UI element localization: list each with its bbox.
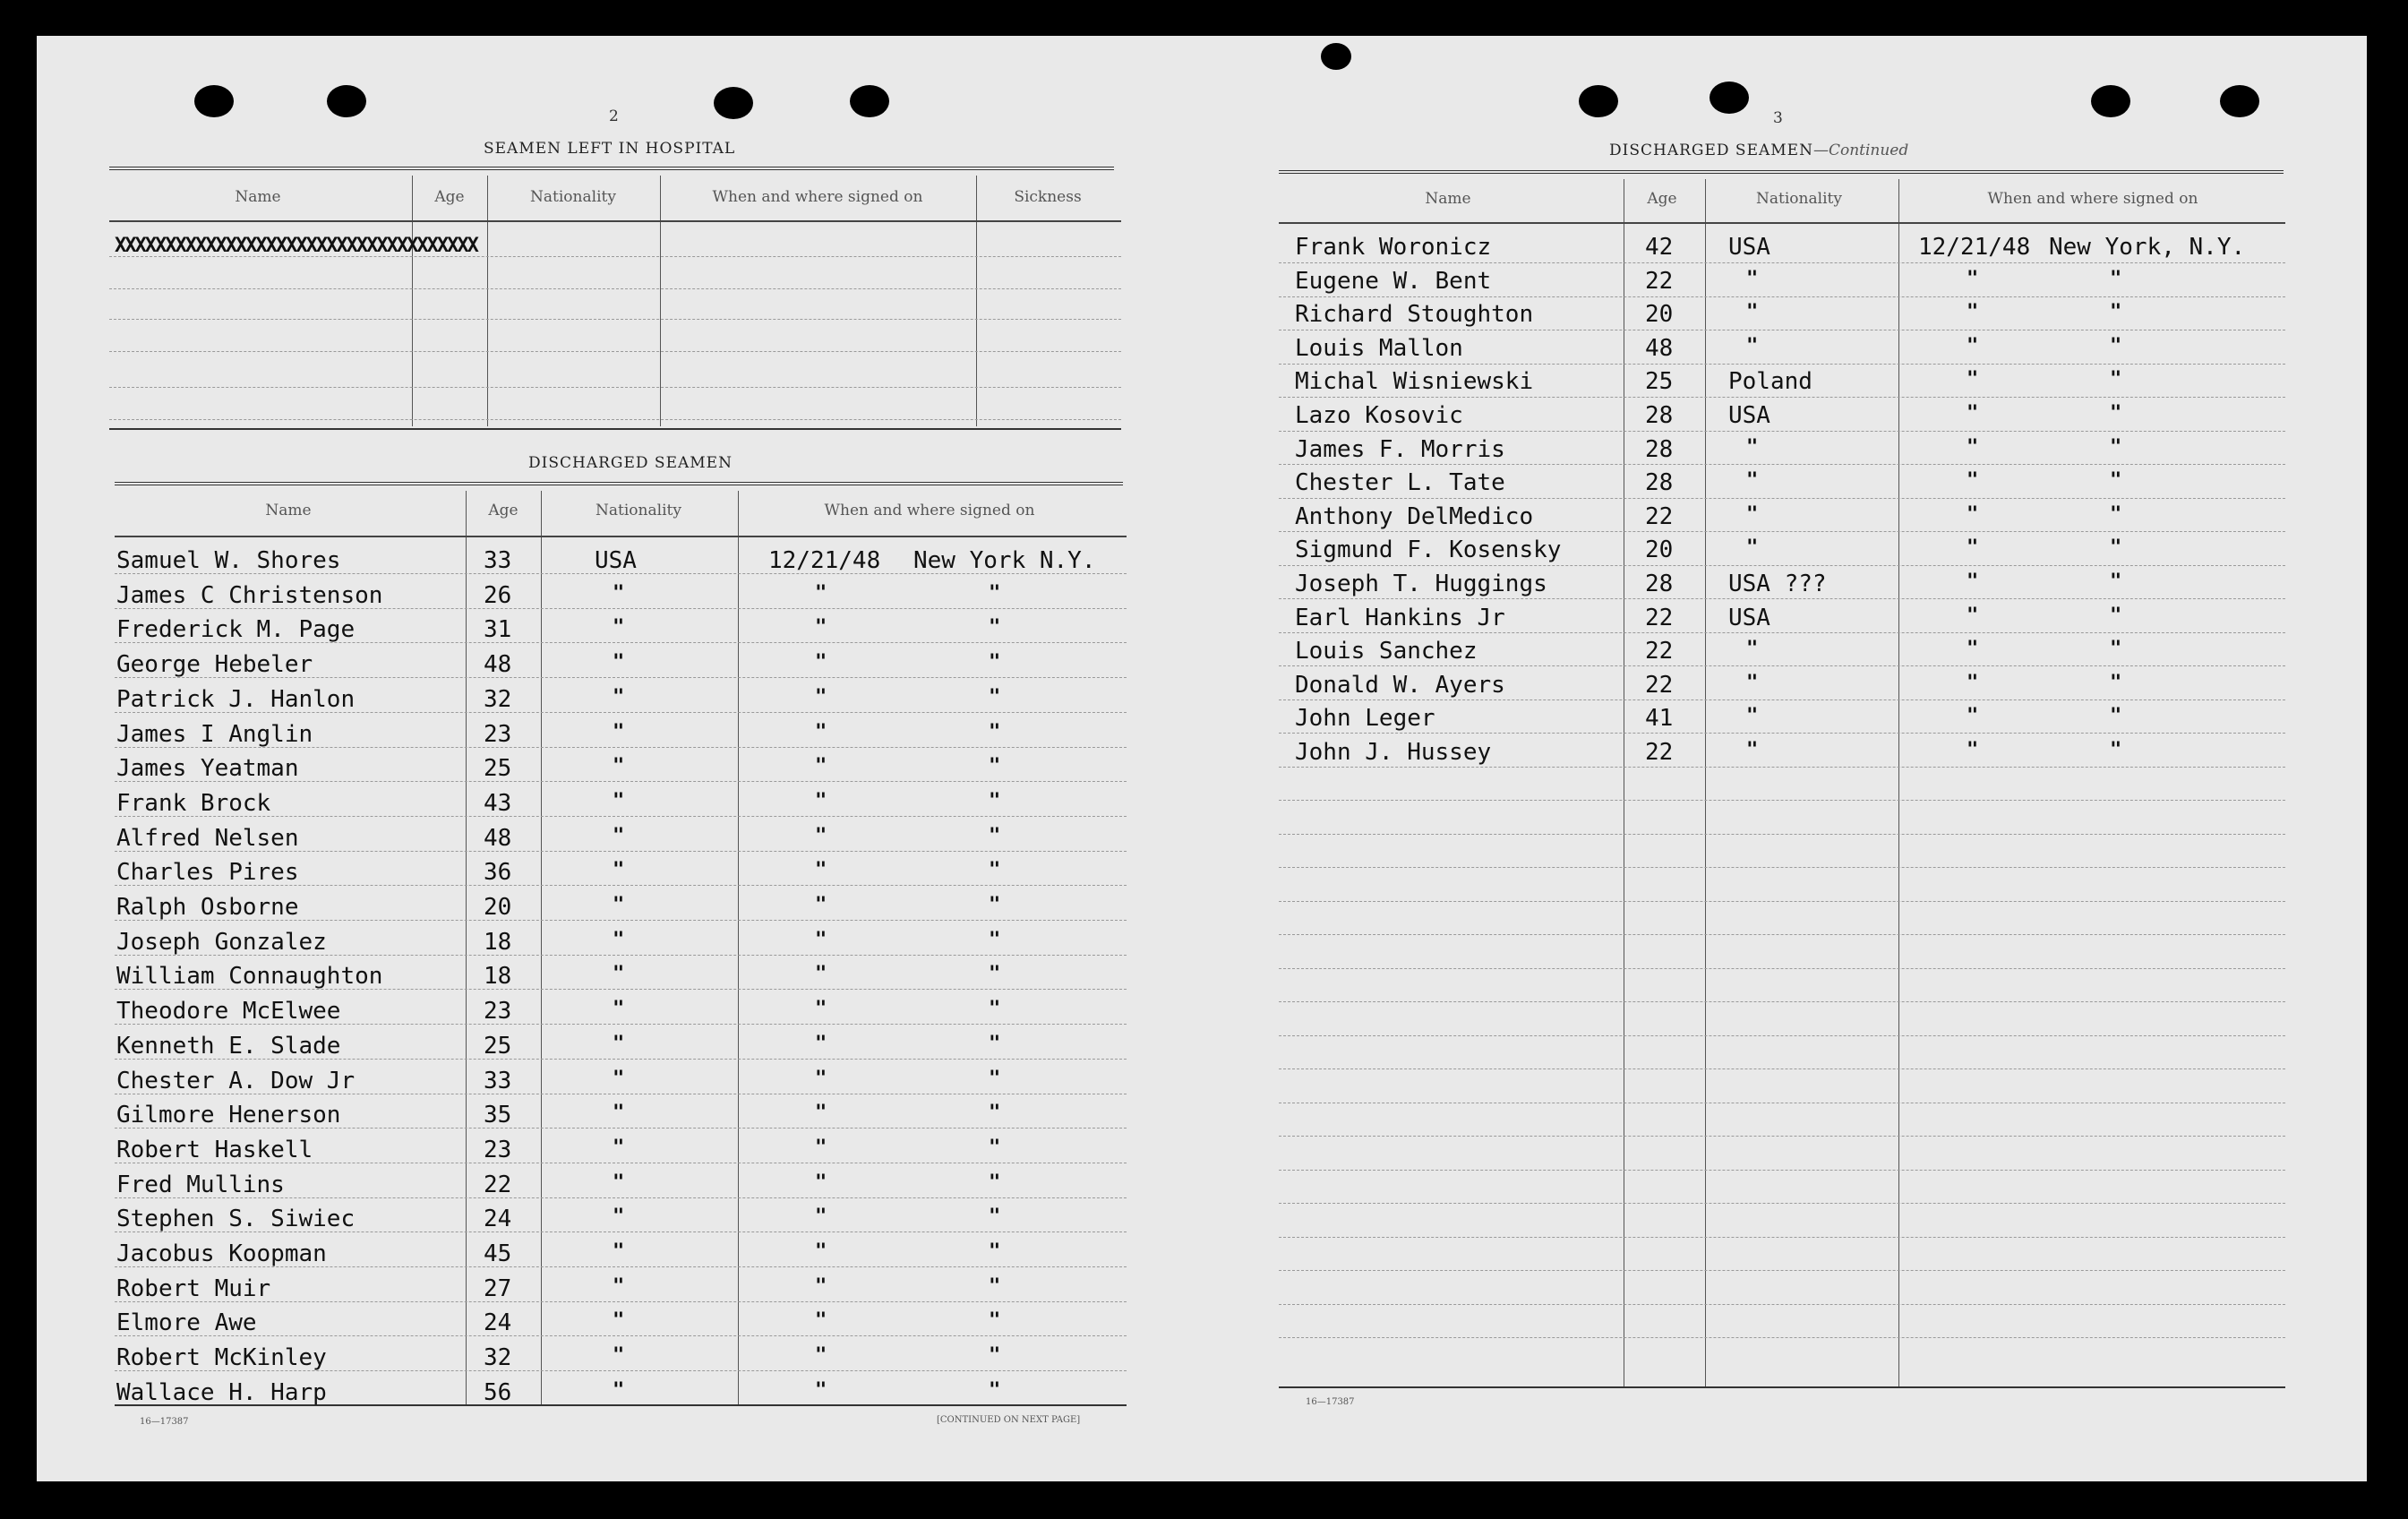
seaman-age: 27 <box>484 1274 512 1302</box>
seaman-name: Alfred Nelsen <box>116 824 299 852</box>
signed-on-date: " <box>1967 671 1979 694</box>
signed-on-date: " <box>1967 739 1979 761</box>
row-line <box>1279 733 2285 734</box>
seaman-age: 20 <box>1645 536 1674 564</box>
rule <box>1279 170 2284 174</box>
seaman-age: 22 <box>1645 739 1674 766</box>
signed-on-place: " <box>2110 368 2122 391</box>
signed-on-place: " <box>989 1032 1001 1055</box>
signed-on-place: " <box>989 685 1001 708</box>
seaman-nationality: " <box>613 789 625 812</box>
row-line <box>1279 598 2285 599</box>
seaman-name: William Connaughton <box>116 963 383 991</box>
seaman-nationality: " <box>613 894 625 916</box>
signed-on-place: " <box>2110 435 2122 459</box>
signed-on-date: " <box>815 998 827 1021</box>
seaman-age: 22 <box>1645 502 1674 530</box>
seaman-nationality: " <box>613 685 625 708</box>
seaman-nationality: " <box>613 1309 625 1333</box>
signed-on-date: " <box>815 824 827 847</box>
signed-on-date: " <box>815 720 827 743</box>
column-header: Name <box>265 502 312 519</box>
seaman-age: 33 <box>484 547 512 574</box>
row-line <box>1279 464 2285 465</box>
signed-on-date: " <box>815 928 827 951</box>
seaman-nationality: USA <box>1728 234 1770 261</box>
column-divider <box>660 176 661 426</box>
signed-on-date: " <box>1967 267 1979 290</box>
row-line <box>1279 665 2285 666</box>
seaman-name: Louis Mallon <box>1295 334 1463 362</box>
signed-on-date: " <box>815 1136 827 1159</box>
seaman-nationality: USA <box>1728 604 1770 631</box>
signed-on-place: " <box>989 963 1001 986</box>
signed-on-date: " <box>1967 402 1979 425</box>
column-divider <box>738 491 739 1404</box>
signed-on-place: " <box>2110 536 2122 560</box>
punch-hole <box>1710 82 1749 114</box>
seaman-nationality: " <box>613 1274 625 1298</box>
row-line <box>1279 1035 2285 1036</box>
punch-hole <box>2091 85 2130 117</box>
seaman-age: 41 <box>1645 705 1674 733</box>
seaman-nationality: " <box>613 616 625 639</box>
seaman-name: Robert McKinley <box>116 1344 327 1372</box>
signed-on-date: " <box>815 1378 827 1402</box>
seaman-name: Jacobus Koopman <box>116 1240 327 1267</box>
signed-on-place: " <box>2110 604 2122 627</box>
form-number: 16—17387 <box>1306 1397 1355 1407</box>
row-line <box>1279 800 2285 801</box>
seaman-age: 56 <box>484 1378 512 1406</box>
seaman-age: 31 <box>484 616 512 644</box>
signed-on-date: " <box>1967 334 1979 357</box>
punch-hole <box>327 85 366 117</box>
column-header: When and where signed on <box>824 502 1035 519</box>
header-underline <box>109 220 1121 222</box>
signed-on-place: " <box>989 1136 1001 1159</box>
row-line <box>1279 1001 2285 1002</box>
seaman-age: 23 <box>484 720 512 748</box>
column-divider <box>412 176 413 426</box>
form-number: 16—17387 <box>140 1417 189 1427</box>
signed-on-place: " <box>989 1309 1001 1333</box>
seaman-name: George Hebeler <box>116 651 313 679</box>
signed-on-place: " <box>2110 334 2122 357</box>
signed-on-date: " <box>815 1309 827 1333</box>
seaman-age: 48 <box>484 824 512 852</box>
signed-on-date: " <box>1967 435 1979 459</box>
seaman-name: John Leger <box>1295 705 1435 733</box>
signed-on-place: " <box>989 1067 1001 1090</box>
signed-on-place: " <box>989 1240 1001 1263</box>
signed-on-date: " <box>1967 502 1979 526</box>
row-line <box>1279 1270 2285 1271</box>
row-line <box>1279 632 2285 633</box>
row-line <box>1279 1237 2285 1238</box>
signed-on-date: 12/21/48 <box>768 547 881 574</box>
column-divider <box>487 176 488 426</box>
seaman-nationality: " <box>613 1067 625 1090</box>
row-line <box>1279 364 2285 365</box>
seaman-name: Donald W. Ayers <box>1295 671 1505 699</box>
seaman-age: 48 <box>1645 334 1674 362</box>
seaman-nationality: " <box>613 998 625 1021</box>
seaman-name: Gilmore Henerson <box>116 1102 341 1129</box>
seaman-age: 22 <box>1645 638 1674 665</box>
seaman-name: James Yeatman <box>116 755 299 783</box>
seaman-age: 28 <box>1645 402 1674 429</box>
row-line <box>115 1335 1127 1336</box>
seaman-name: Chester L. Tate <box>1295 469 1505 497</box>
row-line <box>109 319 1121 320</box>
signed-on-place: " <box>989 894 1001 916</box>
seaman-age: 23 <box>484 998 512 1026</box>
header-underline <box>115 536 1127 537</box>
seaman-nationality: " <box>613 859 625 882</box>
row-line <box>1279 1203 2285 1204</box>
seaman-name: Robert Muir <box>116 1274 271 1302</box>
seaman-age: 24 <box>484 1206 512 1233</box>
column-header: Name <box>1425 190 1471 208</box>
page-number: 3 <box>1773 109 1783 127</box>
row-line <box>1279 397 2285 398</box>
signed-on-place: " <box>989 616 1001 639</box>
column-header: Nationality <box>1756 190 1842 208</box>
signed-on-date: " <box>1967 705 1979 728</box>
signed-on-date: " <box>815 616 827 639</box>
seaman-nationality: " <box>613 824 625 847</box>
row-line <box>1279 1170 2285 1171</box>
seaman-nationality: Poland <box>1728 368 1812 396</box>
punch-hole <box>714 87 753 119</box>
signed-on-date: " <box>815 1171 827 1194</box>
signed-on-date: " <box>815 963 827 986</box>
column-header: Age <box>434 188 465 206</box>
signed-on-date: " <box>1967 469 1979 493</box>
row-line <box>109 387 1121 388</box>
seaman-name: Louis Sanchez <box>1295 638 1478 665</box>
signed-on-place: " <box>2110 502 2122 526</box>
signed-on-place: " <box>2110 705 2122 728</box>
signed-on-date: " <box>815 1344 827 1368</box>
seaman-nationality: " <box>613 755 625 778</box>
signed-on-date: " <box>815 1102 827 1125</box>
seaman-nationality: " <box>613 928 625 951</box>
seaman-name: Charles Pires <box>116 859 299 887</box>
signed-on-place: " <box>989 1274 1001 1298</box>
signed-on-place: " <box>2110 571 2122 593</box>
seaman-age: 32 <box>484 685 512 713</box>
seaman-age: 28 <box>1645 571 1674 597</box>
seaman-name: James F. Morris <box>1295 435 1505 463</box>
seaman-nationality: " <box>613 1136 625 1159</box>
signed-on-place: " <box>2110 671 2122 694</box>
punch-hole <box>1579 85 1618 117</box>
seaman-nationality: " <box>1746 638 1759 661</box>
signed-on-date: " <box>815 1206 827 1229</box>
seaman-age: 36 <box>484 859 512 887</box>
seaman-nationality: USA ??? <box>1728 571 1827 597</box>
seaman-nationality: " <box>613 1171 625 1194</box>
seaman-nationality: " <box>1746 301 1759 324</box>
seaman-age: 20 <box>484 894 512 921</box>
signed-on-date: " <box>815 1067 827 1090</box>
discharged-continued-title <box>1609 142 1908 159</box>
seaman-name: Frank Woronicz <box>1295 234 1492 261</box>
seaman-name: Anthony DelMedico <box>1295 502 1534 530</box>
seaman-age: 18 <box>484 928 512 956</box>
column-divider <box>1898 179 1899 1386</box>
seaman-age: 23 <box>484 1136 512 1163</box>
signed-on-place: " <box>989 789 1001 812</box>
seaman-name: Theodore McElwee <box>116 998 341 1026</box>
signed-on-place: New York, N.Y. <box>2049 234 2246 261</box>
seaman-nationality: " <box>1746 705 1759 728</box>
hospital-section-title: SEAMEN LEFT IN HOSPITAL <box>484 140 736 158</box>
signed-on-place: " <box>989 1102 1001 1125</box>
row-line <box>1279 834 2285 835</box>
signed-on-place: " <box>989 998 1001 1021</box>
seaman-name: Chester A. Dow Jr <box>116 1067 356 1094</box>
column-divider <box>466 491 467 1404</box>
seaman-name: James C Christenson <box>116 581 383 609</box>
seaman-nationality: " <box>613 720 625 743</box>
row-line <box>1279 1068 2285 1069</box>
seaman-age: 25 <box>484 755 512 783</box>
signed-on-date: " <box>1967 301 1979 324</box>
column-header: When and where signed on <box>1987 190 2198 208</box>
signed-on-date: 12/21/48 <box>1918 234 2031 261</box>
seaman-nationality: USA <box>1728 402 1770 429</box>
seaman-age: 24 <box>484 1309 512 1337</box>
row-line <box>1279 901 2285 902</box>
signed-on-date: " <box>1967 571 1979 593</box>
signed-on-place: " <box>989 720 1001 743</box>
seaman-name: Joseph T. Huggings <box>1295 571 1547 597</box>
seaman-name: Lazo Kosovic <box>1295 402 1463 429</box>
seaman-name: Earl Hankins Jr <box>1295 604 1505 631</box>
seaman-age: 28 <box>1645 435 1674 463</box>
signed-on-date: " <box>1967 604 1979 627</box>
seaman-name: Samuel W. Shores <box>116 547 341 574</box>
signed-on-place: " <box>2110 267 2122 290</box>
punch-hole <box>2220 85 2259 117</box>
signed-on-place: " <box>989 1171 1001 1194</box>
signed-on-place: " <box>989 1344 1001 1368</box>
seaman-nationality: " <box>1746 536 1759 560</box>
seaman-nationality: " <box>613 1240 625 1263</box>
seaman-nationality: " <box>1746 267 1759 290</box>
signed-on-place: " <box>2110 469 2122 493</box>
seaman-age: 20 <box>1645 301 1674 329</box>
seaman-name: Sigmund F. Kosensky <box>1295 536 1562 564</box>
signed-on-date: " <box>815 859 827 882</box>
signed-on-place: " <box>989 859 1001 882</box>
page-number: 2 <box>609 107 619 125</box>
seaman-name: John J. Hussey <box>1295 739 1492 766</box>
seaman-age: 43 <box>484 789 512 817</box>
row-line <box>1279 262 2285 263</box>
row-line <box>109 419 1121 420</box>
seaman-age: 22 <box>1645 267 1674 295</box>
seaman-nationality: " <box>1746 671 1759 694</box>
signed-on-place: " <box>989 651 1001 674</box>
signed-on-date: " <box>815 789 827 812</box>
signed-on-date: " <box>815 651 827 674</box>
signed-on-place: " <box>989 1378 1001 1402</box>
seaman-age: 22 <box>1645 604 1674 631</box>
row-line <box>1279 296 2285 297</box>
row-line <box>1279 431 2285 432</box>
row-line <box>1279 1304 2285 1305</box>
column-divider <box>541 491 542 1404</box>
seaman-age: 32 <box>484 1344 512 1372</box>
title-main: DISCHARGED SEAMEN <box>1609 142 1813 159</box>
seaman-name: Patrick J. Hanlon <box>116 685 356 713</box>
signed-on-date: " <box>1967 638 1979 661</box>
seaman-nationality: " <box>613 1344 625 1368</box>
seaman-age: 22 <box>484 1171 512 1198</box>
rule <box>115 482 1123 485</box>
column-header: Nationality <box>596 502 681 519</box>
punch-hole <box>194 85 234 117</box>
seaman-nationality: " <box>613 581 625 605</box>
seaman-nationality: " <box>613 1102 625 1125</box>
seaman-name: Michal Wisniewski <box>1295 368 1534 396</box>
struck-out-entry: XXXXXXXXXXXXXXXXXXXXXXXXXXXXXXXXXXXX <box>115 235 477 257</box>
signed-on-date: " <box>1967 368 1979 391</box>
row-line <box>1279 565 2285 566</box>
column-header: Age <box>1647 190 1677 208</box>
row-line <box>1279 968 2285 969</box>
row-line <box>1279 498 2285 499</box>
seaman-name: Fred Mullins <box>116 1171 285 1198</box>
seaman-age: 42 <box>1645 234 1674 261</box>
signed-on-date: " <box>815 581 827 605</box>
row-line <box>1279 531 2285 532</box>
signed-on-place: " <box>989 928 1001 951</box>
seaman-age: 26 <box>484 581 512 609</box>
seaman-age: 48 <box>484 651 512 679</box>
seaman-nationality: " <box>1746 739 1759 761</box>
signed-on-place: " <box>2110 301 2122 324</box>
seaman-age: 18 <box>484 963 512 991</box>
signed-on-place: " <box>989 824 1001 847</box>
seaman-age: 25 <box>484 1032 512 1060</box>
punch-hole <box>850 85 889 117</box>
seaman-name: James I Anglin <box>116 720 313 748</box>
seaman-nationality: " <box>613 651 625 674</box>
signed-on-place: New York N.Y. <box>913 547 1096 574</box>
signed-on-place: " <box>989 581 1001 605</box>
seaman-name: Elmore Awe <box>116 1309 257 1337</box>
signed-on-date: " <box>815 894 827 916</box>
signed-on-date: " <box>815 685 827 708</box>
seaman-name: Robert Haskell <box>116 1136 313 1163</box>
seaman-age: 35 <box>484 1102 512 1129</box>
seaman-nationality: USA <box>595 547 637 574</box>
seaman-age: 33 <box>484 1067 512 1094</box>
discharged-section-title: DISCHARGED SEAMEN <box>528 454 733 472</box>
column-header: Age <box>488 502 518 519</box>
seaman-name: Eugene W. Bent <box>1295 267 1492 295</box>
signed-on-place: " <box>2110 739 2122 761</box>
title-continued: —Continued <box>1812 142 1909 159</box>
seaman-name: Frank Brock <box>116 789 271 817</box>
seaman-age: 45 <box>484 1240 512 1267</box>
signed-on-date: " <box>815 755 827 778</box>
header-underline <box>1279 222 2285 224</box>
seaman-nationality: " <box>613 963 625 986</box>
column-header: When and where signed on <box>712 188 923 206</box>
column-header: Nationality <box>530 188 616 206</box>
row-line <box>109 288 1121 289</box>
table-bottom-rule <box>109 428 1121 430</box>
row-line <box>109 351 1121 352</box>
seaman-nationality: " <box>1746 334 1759 357</box>
seaman-name: Kenneth E. Slade <box>116 1032 341 1060</box>
seaman-age: 22 <box>1645 671 1674 699</box>
seaman-name: Frederick M. Page <box>116 616 356 644</box>
seaman-nationality: " <box>1746 502 1759 526</box>
row-line <box>1279 767 2285 768</box>
seaman-age: 25 <box>1645 368 1674 396</box>
seaman-nationality: " <box>1746 469 1759 493</box>
punch-hole <box>1321 43 1351 70</box>
table-bottom-rule <box>1279 1386 2285 1388</box>
signed-on-place: " <box>2110 402 2122 425</box>
column-divider <box>1705 179 1706 1386</box>
seaman-nationality: " <box>613 1206 625 1229</box>
row-line <box>1279 1337 2285 1338</box>
seaman-nationality: " <box>613 1378 625 1402</box>
rule <box>109 167 1114 170</box>
seaman-nationality: " <box>613 1032 625 1055</box>
seaman-name: Stephen S. Siwiec <box>116 1206 356 1233</box>
signed-on-place: " <box>989 1206 1001 1229</box>
signed-on-date: " <box>815 1240 827 1263</box>
signed-on-place: " <box>2110 638 2122 661</box>
row-line <box>1279 867 2285 868</box>
seaman-name: Wallace H. Harp <box>116 1378 327 1406</box>
seaman-nationality: " <box>1746 435 1759 459</box>
signed-on-date: " <box>1967 536 1979 560</box>
row-line <box>1279 1136 2285 1137</box>
column-header: Sickness <box>1014 188 1082 206</box>
signed-on-date: " <box>815 1032 827 1055</box>
seaman-name: Ralph Osborne <box>116 894 299 921</box>
column-header: Name <box>235 188 281 206</box>
seaman-name: Richard Stoughton <box>1295 301 1534 329</box>
row-line <box>1279 699 2285 700</box>
column-divider <box>976 176 977 426</box>
seaman-name: Joseph Gonzalez <box>116 928 327 956</box>
continued-note: [CONTINUED ON NEXT PAGE] <box>937 1415 1081 1425</box>
row-line <box>1279 934 2285 935</box>
signed-on-place: " <box>989 755 1001 778</box>
seaman-age: 28 <box>1645 469 1674 497</box>
signed-on-date: " <box>815 1274 827 1298</box>
